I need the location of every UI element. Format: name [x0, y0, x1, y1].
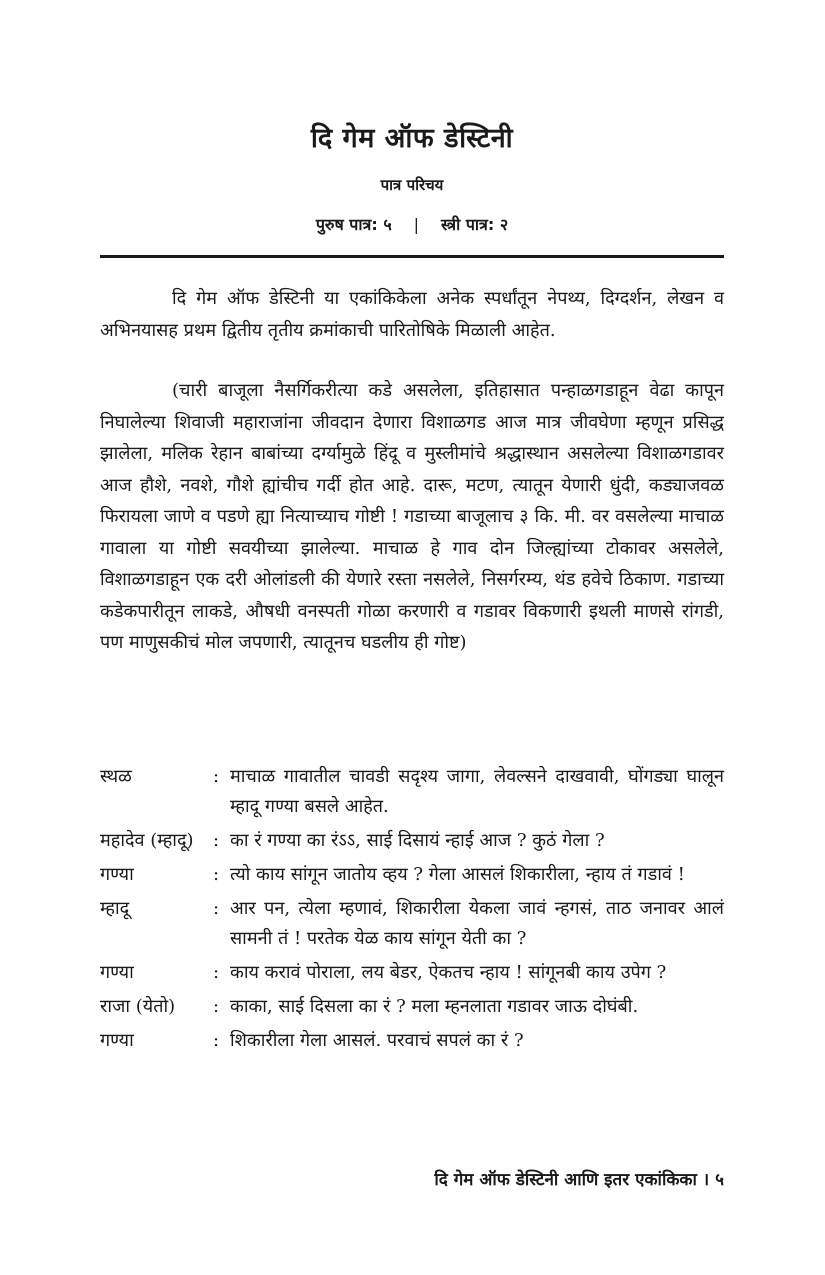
female-cast-count: स्त्री पात्र: २ — [441, 215, 509, 234]
dialogue-line — [100, 826, 724, 856]
speech-text: त्यो काय सांगून जातोय व्हय ? गेला आसलं शिकारीला, न्हाय तं गडावं ! — [230, 864, 685, 885]
cast-counts — [100, 213, 724, 235]
speaker-name: म्हादू — [100, 898, 130, 919]
speaker-name: गण्या — [100, 962, 134, 983]
dialogue-line — [100, 762, 724, 822]
speaker-name: राजा (येतो) — [100, 996, 176, 1017]
speaker-name: महादेव (म्हादू) — [100, 830, 194, 851]
setting-paragraph: (चारी बाजूला नैसर्गिकरीत्या कडे असलेला, इतिहासात पन्हाळगडाहून वेढा कापून निघालेल्या शिवाजी महाराजांना जीवदान देणारा विशाळगड आज मात्र जीवघेणा म्हणून प्रसिद्ध झालेला, मलिक रेहान बाबांच्या दर्ग्यामुळे हिंदू व मुस्लीमांचे श्रद्धास्थान असलेल्या विशाळगडावर आज हौशे, नवशे, गौशे ह्यांचीच गर्दी होत आहे. दारू, मटण, त्यातून येणारी धुंदी, कड्याजवळ फिरायला जाणे व पडणे ह्या नित्याच्याच गोष्टी ! गडाच्या बाजूलाच ३ कि. मी. वर वसलेल्या माचाळ गावाला या गोष्टी सवयीच्या झालेल्या. माचाळ हे गाव दोन जिल्ह्यांच्या टोकावर असलेले, विशाळगडाहून एक दरी ओलांडली की येणारे रस्ता नसलेले, निसर्गरम्य, थंड हवेचे ठिकाण. गडाच्या कडेकपारीतून लाकडे, औषधी वनस्पती गोळा करणारी व गडावर विकणारी इथली माणसे रांगडी, पण माणुसकीचं मोल जपणारी, त्यातूनच घडलीय ही गोष्ट) — [100, 380, 724, 653]
section-subtitle: पात्र परिचय — [380, 176, 444, 194]
speech-text: का रं गण्या का रंऽऽ, साई दिसायं न्हाई आज ? कुठं गेला ? — [230, 830, 605, 851]
speaker-name: गण्या — [100, 1030, 134, 1051]
speaker-colon: : — [213, 830, 220, 851]
speech-text: काका, साई दिसला का रं ? मला म्हनलाता गडावर जाऊ दोघंबी. — [230, 996, 639, 1017]
dialogue-line — [100, 894, 724, 954]
header-divider — [100, 255, 724, 258]
dialogue-line — [100, 1026, 724, 1056]
book-page — [100, 0, 724, 1275]
speaker-colon: : — [213, 766, 220, 787]
page-title: दि गेम ऑफ डेस्टिनी — [310, 123, 514, 154]
speech-text: काय करावं पोराला, लय बेडर, ऐकतच न्हाय ! सांगूनबी काय उपेग ? — [230, 962, 667, 983]
speaker-name: गण्या — [100, 864, 134, 885]
speaker-colon: : — [213, 898, 220, 919]
speaker-colon: : — [213, 864, 220, 885]
page-footer: दि गेम ऑफ डेस्टिनी आणि इतर एकांकिका । ५ — [434, 1170, 724, 1190]
speech-text: शिकारीला गेला आसलं. परवाचं सपलं का रं ? — [230, 1030, 524, 1051]
speech-text: आर पन, त्येला म्हणावं, शिकारीला येकला जावं न्हगसं, ताठ जनावर आलं सामनी तं ! परतेक येळ काय सांगून येती का ? — [230, 898, 724, 949]
intro-paragraph: दि गेम ऑफ डेस्टिनी या एकांकिकेला अनेक स्पर्धांतून नेपथ्य, दिग्दर्शन, लेखन व अभिनयासह प्रथम द्वितीय तृतीय क्रमांकाची पारितोषिके मिळाली आहेत. — [100, 288, 724, 341]
speech-text: माचाळ गावातील चावडी सदृश्य जागा, लेवल्सने दाखवावी, घोंगड्या घालून म्हादू गण्या बसले आहेत. — [230, 766, 724, 817]
dialogue-line — [100, 992, 724, 1022]
speaker-colon: : — [213, 962, 220, 983]
male-cast-count: पुरुष पात्र: ५ — [315, 215, 392, 234]
cast-separator: | — [413, 215, 420, 234]
speaker-colon: : — [213, 1030, 220, 1051]
dialogue-block — [100, 762, 724, 1060]
speaker-name: स्थळ — [100, 766, 132, 787]
speaker-colon: : — [213, 996, 220, 1017]
dialogue-line — [100, 958, 724, 988]
dialogue-line — [100, 860, 724, 890]
